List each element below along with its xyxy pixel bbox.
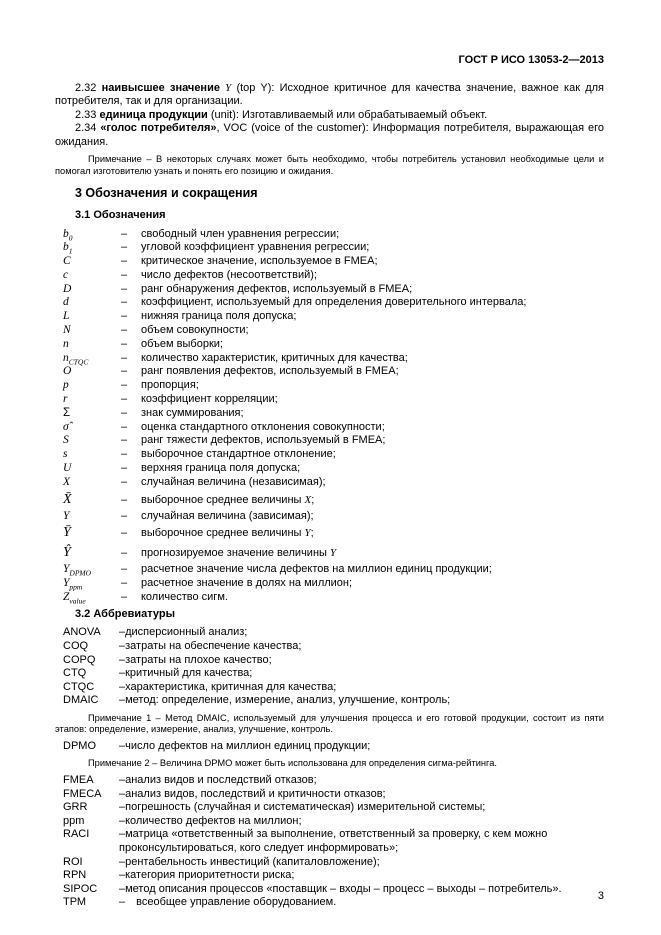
symbol: S (63, 434, 69, 447)
term-text: , VOC (voice of the customer): Информация потребителя, выражающая его ожидания. (55, 122, 604, 148)
abbreviation-row (63, 801, 604, 815)
symbol-definition: ранг появления дефектов, используемый в FMEA; (141, 365, 399, 378)
abbreviation-row (63, 667, 604, 681)
term-title: «голос потребителя» (100, 122, 217, 134)
term-definition-2-32 (55, 82, 604, 109)
abbreviation: RACI (63, 828, 90, 841)
dash-separator: – (121, 420, 128, 433)
symbols-list (55, 228, 604, 605)
symbol: d (63, 296, 69, 309)
dash-separator: – (121, 591, 128, 604)
abbreviation-row (63, 828, 604, 855)
symbol-row (63, 255, 604, 269)
symbol-row (63, 393, 604, 407)
dash-separator: – (121, 379, 128, 392)
symbol-row (63, 577, 604, 591)
symbol-row (63, 269, 604, 283)
term-text: (unit): Изготавливаемый или обрабатываемый объект. (207, 108, 488, 121)
symbol-definition: расчетное значение числа дефектов на миллион единиц продукции; (141, 563, 492, 576)
symbol-definition: коэффициент, используемый для определения доверительного интервала; (141, 296, 527, 309)
symbol: $Z_{value}$ (63, 591, 86, 606)
abbreviation-definition: –погрешность (случайная и систематическая) измерительной системы; (119, 801, 486, 814)
doc-number: ГОСТ Р ИСО 13053-2—2013 (458, 54, 604, 66)
symbol: Y (63, 509, 70, 522)
dash-separator: – (121, 310, 128, 323)
abbreviation: COPQ (63, 653, 96, 666)
symbol-row (63, 421, 604, 435)
symbol-row (63, 563, 604, 577)
symbol-definition: случайная величина (независимая); (141, 475, 326, 488)
symbol: O (63, 365, 72, 378)
symbol: D (63, 282, 72, 295)
abbreviation: RPN (63, 869, 87, 882)
abbreviation-definition: –матрица «ответственный за выполнение, ответственный за проверку, с кем можно проконсультироваться, кого следует информировать»; (119, 828, 548, 854)
symbol: C (63, 255, 71, 268)
symbol: Σ (63, 406, 71, 419)
section-3-2-heading: 3.2 Аббревиатуры (75, 607, 175, 620)
abbreviation: ROI (63, 855, 83, 868)
symbol: X̄ (63, 491, 72, 507)
symbol: Ŷ (63, 545, 71, 561)
symbol-definition: ранг тяжести дефектов, используемый в FMEA; (141, 434, 386, 447)
abbreviation-row (63, 774, 604, 788)
abbreviation: FMECA (63, 787, 102, 800)
symbol-definition: объем выборки; (141, 337, 223, 350)
symbol: c (63, 268, 69, 281)
abbreviation-row (63, 883, 604, 897)
dash-separator: – (121, 227, 128, 240)
symbol-row (63, 434, 604, 448)
abbreviation-definition: –метод: определение, измерение, анализ, улучшение, контроль; (119, 694, 451, 707)
symbol-row (63, 523, 604, 543)
abbreviation: SIPOC (63, 882, 98, 895)
abbreviation-row (63, 681, 604, 695)
dash-separator: – (121, 462, 128, 475)
abbreviation: CTQ (63, 667, 87, 680)
term-number: 2.34 (75, 122, 101, 134)
abbreviation: GRR (63, 801, 88, 814)
symbol: $Y_{DPMO}$ (63, 563, 92, 578)
symbol-row (63, 510, 604, 524)
symbol: U (63, 462, 72, 475)
abbreviation-definition: – всеобщее управление оборудованием. (119, 896, 337, 909)
abbreviation: DPMO (63, 739, 96, 752)
abbreviation: ppm (63, 814, 85, 827)
abbreviation-definition: –дисперсионный анализ; (119, 626, 248, 639)
symbol-row (63, 448, 604, 462)
dash-separator: – (121, 324, 128, 337)
dash-separator: – (121, 241, 128, 254)
symbol: s (63, 448, 68, 461)
symbol-definition: пропорция; (141, 379, 199, 392)
dash-separator: – (121, 296, 128, 309)
symbol: σ̂ (63, 420, 69, 433)
abbreviation-definition: –метод описания процессов «поставщик – входы – процесс – выходы – потребитель». (119, 882, 562, 895)
symbol: r (63, 393, 68, 406)
symbol-row (63, 228, 604, 242)
symbol-definition: количество сигм. (141, 591, 228, 604)
symbol-definition: свободный член уравнения регрессии; (141, 227, 340, 240)
term-title: наивысшее значение (101, 81, 226, 94)
section-3-1-heading: 3.1 Обозначения (75, 209, 166, 221)
symbol-definition: случайная величина (зависимая); (141, 509, 314, 522)
note-paragraph: Примечание 2 – Величина DPMO может быть использована для определения сигма-рейтинга. (88, 758, 497, 769)
dash-separator: – (121, 351, 128, 364)
dash-separator: – (121, 406, 128, 419)
term-definition-2-33 (55, 109, 604, 123)
abbreviation-definition: –критичный для качества; (119, 667, 253, 680)
term-text: (top Y): Исходное критичное для качества значение, важное как для потребителя, так и для организации. (55, 81, 604, 107)
symbol: n (63, 337, 69, 350)
abbreviation: ANOVA (63, 626, 101, 639)
abbreviation-row (63, 815, 604, 829)
symbol-definition: число дефектов (несоответствий); (141, 268, 317, 281)
symbol: N (63, 324, 71, 337)
abbreviation-definition: –категория приоритетности риска; (119, 869, 295, 882)
symbol-definition: верхняя граница поля допуска; (141, 462, 301, 475)
symbol-definition: выборочное стандартное отклонение; (141, 448, 336, 461)
abbreviation-row (63, 788, 604, 802)
dash-separator: – (121, 393, 128, 406)
symbol-row (63, 324, 604, 338)
abbreviation-definition: –затраты на плохое качество; (119, 653, 272, 666)
dash-separator: – (121, 577, 128, 590)
symbol: Ȳ (63, 525, 71, 541)
dash-separator: – (121, 493, 128, 506)
symbol: p (63, 379, 69, 392)
dash-separator: – (121, 563, 128, 576)
symbol: $n_{CTQC}$ (63, 351, 89, 366)
symbol-definition: оценка стандартного отклонения совокупности; (141, 420, 385, 433)
symbol-row (63, 379, 604, 393)
symbol-definition: расчетное значение в долях на миллион; (141, 577, 353, 590)
symbol-definition: ранг обнаружения дефектов, используемый в FMEA; (141, 282, 413, 295)
abbreviation: COQ (63, 639, 89, 652)
symbol-row (63, 591, 604, 605)
abbreviation-row (63, 740, 604, 754)
note-paragraph: Примечание 1 – Метод DMAIC, используемый для улучшения процесса и его готовой продукции, состоит из пяти этапов: определение, измерение, анализ, улучшение, контроль. (55, 712, 604, 735)
symbol-row (63, 365, 604, 379)
term-number: 2.32 (75, 81, 102, 94)
symbol-row (63, 241, 604, 255)
symbol: L (63, 310, 70, 323)
symbol-row (63, 462, 604, 476)
abbreviation: FMEA (63, 773, 94, 786)
symbol-row (63, 490, 604, 510)
symbol-row (63, 283, 604, 297)
dash-separator: – (121, 434, 128, 447)
abbreviation-row (63, 869, 604, 883)
abbreviation: ТРМ (63, 896, 87, 909)
page-number: 3 (597, 889, 604, 902)
abbreviation-row (63, 654, 604, 668)
dash-separator: – (121, 255, 128, 268)
abbreviation-definition: –количество дефектов на миллион; (119, 814, 302, 827)
symbol: $b_1$ (63, 241, 73, 256)
abbreviation: DMAIC (63, 694, 99, 707)
symbol-row (63, 543, 604, 563)
symbol-definition: выборочное среднее величины X; (141, 493, 315, 506)
symbol-row (63, 352, 604, 366)
symbol-definition: угловой коэффициент уравнения регрессии; (141, 241, 370, 254)
dash-separator: – (121, 547, 128, 560)
abbreviation-definition: –анализ видов и последствий отказов; (119, 773, 317, 786)
dash-separator: – (121, 337, 128, 350)
symbol-row (63, 476, 604, 490)
symbol-row (63, 338, 604, 352)
symbol-definition: выборочное среднее величины Y; (141, 527, 314, 540)
term-title: единица продукции (99, 108, 208, 121)
abbreviation-definition: –число дефектов на миллион единиц продукции; (119, 739, 371, 752)
symbol: X (63, 475, 71, 488)
dash-separator: – (121, 475, 128, 488)
symbol-definition: прогнозируемое значение величины Y (141, 547, 337, 560)
dash-separator: – (121, 282, 128, 295)
abbreviation-row (63, 896, 604, 910)
abbreviation-definition: –анализ видов, последствий и критичности отказов; (119, 787, 386, 800)
term-number: 2.33 (75, 108, 100, 121)
symbol-row (63, 310, 604, 324)
dash-separator: – (121, 268, 128, 281)
dash-separator: – (121, 509, 128, 522)
dash-separator: – (121, 527, 128, 540)
symbol: $b_0$ (63, 227, 73, 242)
abbreviation-row (63, 856, 604, 870)
symbol-row (63, 296, 604, 310)
dash-separator: – (121, 365, 128, 378)
symbol: $Y_{ppm}$ (63, 577, 83, 592)
symbol-definition: количество характеристик, критичных для качества; (141, 351, 408, 364)
doc-header (55, 54, 604, 68)
symbol-definition: критическое значение, используемое в FMEA; (141, 255, 378, 268)
term-definition-2-34 (55, 122, 604, 149)
symbol-definition: нижняя граница поля допуска; (141, 310, 297, 323)
symbol-definition: объем совокупности; (141, 324, 249, 337)
term-symbol: Y (225, 81, 232, 94)
abbreviation-definition: –рентабельность инвестиций (капиталовложение); (119, 855, 380, 868)
abbreviation-definition: –характеристика, критичная для качества; (119, 680, 337, 693)
note-paragraph: Примечание – В некоторых случаях может быть необходимо, чтобы потребитель установил необходимые цели и помогал изготовителю узнать и понять его позицию и ожидания. (55, 154, 604, 176)
abbreviation-row (63, 640, 604, 654)
abbreviation-row (63, 694, 604, 708)
abbreviation: CTQC (63, 680, 95, 693)
symbol-row (63, 407, 604, 421)
symbol-definition: знак суммирования; (141, 406, 244, 419)
abbreviation-definition: –затраты на обеспечение качества; (119, 639, 302, 652)
dash-separator: – (121, 448, 128, 461)
abbreviation-row (63, 626, 604, 640)
abbreviations-list (55, 626, 604, 910)
section-3-heading: 3 Обозначения и сокращения (75, 186, 258, 200)
symbol-definition: коэффициент корреляции; (141, 393, 278, 406)
